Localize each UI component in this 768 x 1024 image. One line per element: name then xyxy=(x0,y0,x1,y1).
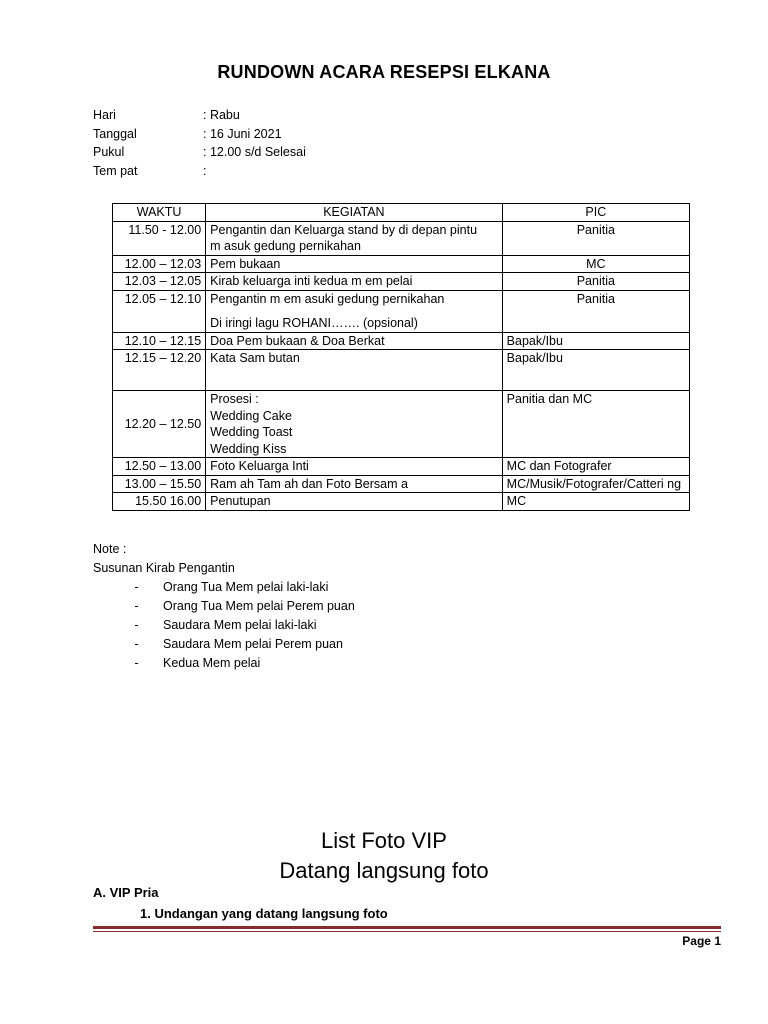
meta-value: : 16 Juni 2021 xyxy=(203,126,282,141)
footer-rule-thin xyxy=(93,931,721,932)
note-label: Note : xyxy=(93,542,127,556)
table-row xyxy=(113,458,690,476)
cell-pic: Bapak/Ibu xyxy=(502,332,689,350)
activity-line: Pengantin dan Keluarga stand by di depan pintu xyxy=(210,222,478,237)
kirab-item-text: Orang Tua Mem pelai laki-laki xyxy=(163,580,329,594)
note-subtitle: Susunan Kirab Pengantin xyxy=(93,561,235,575)
meta-label: Tanggal xyxy=(93,126,137,141)
cell-time: 12.20 – 12.50 xyxy=(113,391,206,458)
cell-pic: Panitia dan MC xyxy=(502,391,689,458)
page-title: RUNDOWN ACARA RESEPSI ELKANA xyxy=(217,62,551,82)
cell-pic: MC dan Fotografer xyxy=(502,458,689,476)
dash-bullet: - xyxy=(134,599,163,613)
activity-line: m asuk gedung pernikahan xyxy=(210,239,361,253)
cell-time: 12.05 – 12.10 xyxy=(113,290,206,332)
cell-time: 12.50 – 13.00 xyxy=(113,458,206,476)
vip-section-a: A. VIP Pria xyxy=(93,885,159,900)
meta-row-pukul xyxy=(93,145,306,164)
activity-line: Di iringi lagu ROHANI……. (opsional) xyxy=(210,316,418,330)
cell-pic: MC xyxy=(502,255,689,273)
note-block xyxy=(93,540,355,673)
vip-subtitle: Datang langsung foto xyxy=(279,858,489,883)
cell-activity xyxy=(206,221,503,255)
list-item xyxy=(93,654,355,673)
table-row xyxy=(113,221,690,255)
cell-time: 12.03 – 12.05 xyxy=(113,273,206,291)
activity-line: Pengantin m em asuki gedung pernikahan xyxy=(210,291,445,306)
dash-bullet: - xyxy=(134,580,163,594)
cell-activity xyxy=(206,391,503,458)
table-row xyxy=(113,475,690,493)
meta-value: : Rabu xyxy=(203,108,240,122)
table-row xyxy=(113,350,690,391)
table-row xyxy=(113,273,690,291)
table-row xyxy=(113,391,690,458)
cell-pic: Panitia xyxy=(502,290,689,332)
event-meta xyxy=(93,108,306,182)
dash-bullet: - xyxy=(134,637,163,651)
meta-label: Hari xyxy=(93,108,116,122)
table-header-row xyxy=(113,204,690,222)
activity-spacer xyxy=(210,307,498,315)
list-item xyxy=(93,635,355,654)
table-row xyxy=(113,255,690,273)
cell-activity xyxy=(206,290,503,332)
header-kegiatan: KEGIATAN xyxy=(206,204,503,222)
cell-activity: Kata Sam butan xyxy=(206,350,503,391)
cell-time: 11.50 - 12.00 xyxy=(113,221,206,255)
activity-line: Wedding Cake xyxy=(210,408,292,423)
meta-row-tempat xyxy=(93,164,306,183)
dash-bullet: - xyxy=(134,618,163,632)
cell-time: 12.15 – 12.20 xyxy=(113,350,206,391)
cell-pic: Panitia xyxy=(502,221,689,255)
cell-time: 13.00 – 15.50 xyxy=(113,475,206,493)
cell-time: 12.00 – 12.03 xyxy=(113,255,206,273)
footer-rule xyxy=(93,926,721,929)
cell-activity: Kirab keluarga inti kedua m em pelai xyxy=(206,273,503,291)
list-item xyxy=(93,578,355,597)
activity-line: Wedding Toast xyxy=(210,425,293,439)
meta-value: : 12.00 s/d Selesai xyxy=(203,145,306,159)
kirab-item-text: Kedua Mem pelai xyxy=(163,656,261,670)
cell-pic: Bapak/Ibu xyxy=(502,350,689,391)
cell-activity: Doa Pem bukaan & Doa Berkat xyxy=(206,332,503,350)
kirab-list xyxy=(93,578,355,673)
vip-title: List Foto VIP xyxy=(321,828,447,853)
cell-activity: Ram ah Tam ah dan Foto Bersam a xyxy=(206,475,503,493)
header-pic: PIC xyxy=(502,204,689,222)
table-row xyxy=(113,493,690,511)
kirab-item-text: Orang Tua Mem pelai Perem puan xyxy=(163,599,355,613)
cell-activity: Foto Keluarga Inti xyxy=(206,458,503,476)
vip-item-1: 1. Undangan yang datang langsung foto xyxy=(140,906,388,921)
meta-label: Tem pat xyxy=(93,163,138,178)
cell-pic: MC/Musik/Fotografer/Catteri ng xyxy=(502,475,689,493)
page-number: Page 1 xyxy=(682,934,721,948)
cell-pic: Panitia xyxy=(502,273,689,291)
list-item xyxy=(93,597,355,616)
list-item xyxy=(93,616,355,635)
meta-label: Pukul xyxy=(93,145,125,159)
cell-time: 15.50 16.00 xyxy=(113,493,206,511)
meta-value: : xyxy=(203,163,207,178)
dash-bullet: - xyxy=(134,656,163,670)
kirab-item-text: Saudara Mem pelai Perem puan xyxy=(163,637,343,651)
table-row xyxy=(113,332,690,350)
cell-time: 12.10 – 12.15 xyxy=(113,332,206,350)
activity-line: Prosesi : xyxy=(210,392,259,406)
activity-line: Wedding Kiss xyxy=(210,441,287,456)
header-waktu: WAKTU xyxy=(113,204,206,222)
meta-row-hari xyxy=(93,108,306,127)
rundown-table xyxy=(112,203,690,511)
kirab-item-text: Saudara Mem pelai laki-laki xyxy=(163,618,317,632)
cell-pic: MC xyxy=(502,493,689,511)
meta-row-tanggal xyxy=(93,127,306,146)
cell-activity: Pem bukaan xyxy=(206,255,503,273)
table-row xyxy=(113,290,690,332)
cell-activity: Penutupan xyxy=(206,493,503,511)
